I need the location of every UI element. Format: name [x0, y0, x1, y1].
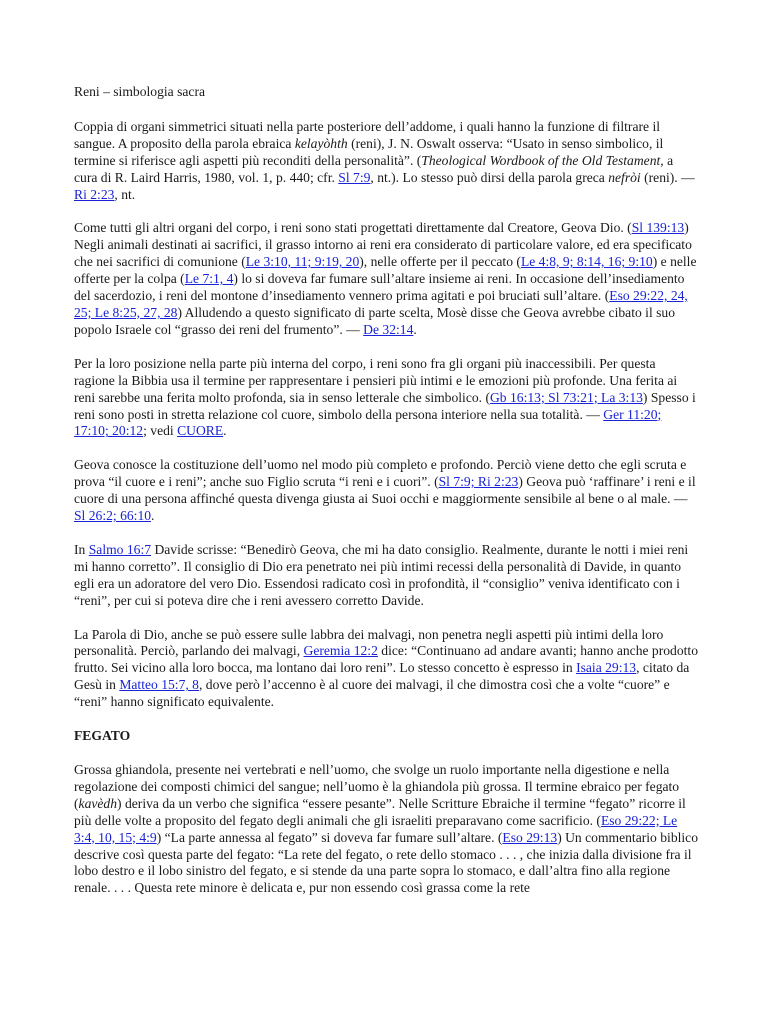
text: , nt.). Lo stesso può dirsi della parola greca: [370, 169, 609, 185]
scripture-link[interactable]: Gb 16:13; Sl 73:21; La 3:13: [489, 389, 643, 405]
text: ) e nelle offerte per la colpa (: [74, 254, 697, 287]
scripture-link[interactable]: Le 3:10, 11; 9:19, 20: [245, 254, 360, 270]
scripture-link[interactable]: Sl 26:2; 66:10: [74, 508, 152, 524]
text: Come tutti gli altri organi del corpo, i reni sono stati progettati direttamente dal Creatore, Geova Dio. (: [74, 220, 632, 236]
hebrew-term: kavèdh: [78, 795, 118, 811]
text: ) Alludendo a questo significato di parte scelta, Mosè disse che Geova avrebbe cibato il suo popolo Israele col “grasso dei reni del frumento”. —: [74, 304, 676, 337]
text: ) “La parte annessa al fegato” si doveva far fumare sull’altare. (: [156, 829, 503, 845]
scripture-link[interactable]: Ger 11:20; 17:10; 20:12: [74, 406, 662, 439]
text: Grossa ghiandola, presente nei vertebrati e nell’uomo, che svolge un ruolo importante nella digestione e nella regolazione dei composti chimici del sangue; nell’uomo è la ghiandola più grossa. Il termine ebraico per fegato (: [74, 762, 680, 811]
scripture-link[interactable]: Sl 7:9: [338, 169, 371, 185]
text: ) Geova può ‘raffinare’ i reni e il cuore di una persona affinché questa divenga giusta ai Suoi occhi e maggiormente sensibile al bene o al male. —: [74, 474, 696, 507]
hebrew-term: kelayòhth: [294, 135, 348, 151]
scripture-link[interactable]: Sl 139:13: [631, 220, 685, 236]
text: ), nelle offerte per il peccato (: [359, 254, 521, 270]
scripture-link[interactable]: Salmo 16:7: [88, 541, 152, 557]
scripture-link[interactable]: Le 4:8, 9; 8:14, 16; 9:10: [520, 254, 653, 270]
text: a cura di R. Laird Harris, 1980, vol. 1, p. 440; cfr.: [74, 152, 674, 185]
paragraph-david-psalm: [74, 542, 698, 610]
book-title: Theological Wordbook of the Old Testament,: [421, 152, 664, 168]
scripture-link[interactable]: Sl 7:9; Ri 2:23: [438, 474, 519, 490]
text: ) Spesso i reni sono posti in stretta relazione col cuore, simbolo della persona interiore nella sua totalità. —: [74, 389, 696, 422]
scripture-link[interactable]: Eso 29:13: [502, 829, 558, 845]
paragraph-liver: [74, 762, 698, 897]
cross-reference-link[interactable]: CUORE: [177, 423, 224, 439]
paragraph-wicked: [74, 627, 698, 712]
text: , nt.: [114, 186, 136, 202]
section-heading: FEGATO: [74, 728, 131, 744]
text: In: [74, 541, 89, 557]
paragraph-creation-sacrifices: [74, 220, 698, 338]
text: .: [151, 508, 155, 524]
text: La Parola di Dio, anche se può essere sulle labbra dei malvagi, non penetra negli aspetti più intimi della loro personalità. Perciò, parlando dei malvagi,: [74, 626, 664, 659]
text: ) deriva da un verbo che significa “essere pesante”. Nelle Scritture Ebraiche il termine “fegato” ricorre il più delle volte a proposito del fegato degli animali che gli israeliti preparavano come sacrificio. (: [74, 795, 686, 828]
scripture-link[interactable]: De 32:14: [363, 321, 414, 337]
text: .: [223, 423, 227, 439]
text: (reni), J. N. Oswalt osserva: “Usato in senso simbolico, il termine si riferisce agli aspetti più reconditi della personalità”. (: [74, 135, 664, 168]
text: (reni). —: [640, 169, 695, 185]
paragraph-jehovah-examines: [74, 457, 698, 525]
text: , dove però l’accenno è al cuore dei malvagi, il che dimostra così che a volte “cuore” e “reni” hanno significato equivalente.: [74, 677, 670, 710]
text: .: [413, 321, 417, 337]
text: Per la loro posizione nella parte più interna del corpo, i reni sono fra gli organi più inaccessibili. Per questa ragione la Bibbia usa il termine per rappresentare i pensieri più intimi e le emozioni più profonde. Una ferita ai reni sarebbe una ferita molto profonda, sia in senso letterale che simbolico. (: [74, 355, 678, 405]
text: Davide scrisse: “Benedirò Geova, che mi ha dato consiglio. Realmente, durante le notti i miei reni mi hanno corretto”. Il consiglio di Dio era penetrato nei più intimi recessi della personalità di Davide, in quanto egli era un adoratore del vero Dio. Essendosi radicato così in profondità, il “consiglio” veniva identificato con i “reni”, per cui si poteva dire che i reni avessero corretto Davide.: [74, 541, 689, 608]
text: Geova conosce la costituzione dell’uomo nel modo più completo e profondo. Perciò viene detto che egli scruta e prova “il cuore e i reni”; anche suo Figlio scruta “i reni e i cuori”. (: [74, 457, 687, 490]
scripture-link[interactable]: Eso 29:22; Le 3:4, 10, 15; 4:9: [74, 812, 678, 845]
scripture-link[interactable]: Le 7:1, 4: [184, 271, 234, 287]
text: Coppia di organi simmetrici situati nella parte posteriore dell’addome, i quali hanno la funzione di filtrare il sangue. A proposito della parola ebraica: [74, 118, 660, 151]
greek-term: nefròi: [608, 169, 641, 185]
scripture-link[interactable]: Ri 2:23: [74, 186, 115, 202]
text: ) Un commentario biblico descrive così questa parte del fegato: “La rete del fegato, o rete dello stomaco . . . , che inizia dalla divisione fra il lobo destro e il lobo sinistro del fegato, e si stende da una parte sopra lo stomaco, e dall’altra fino alla regione renale. . . . Questa rete minore è delicata e, pur non essendo così grassa come la rete: [74, 829, 698, 896]
scripture-link[interactable]: Isaia 29:13: [576, 660, 637, 676]
paragraph-definition: [74, 119, 698, 204]
text: ; vedi: [143, 423, 178, 439]
scripture-link[interactable]: Matteo 15:7, 8: [119, 677, 199, 693]
text: ) lo si doveva far fumare sull’altare insieme ai reni. In occasione dell’insediamento del sacerdozio, i reni del montone d’insediamento vennero prima agitati e poi bruciati sull’altare. (: [74, 271, 685, 304]
scripture-link[interactable]: Geremia 12:2: [303, 643, 378, 659]
text: ) Negli animali destinati ai sacrifici, il grasso intorno ai reni era considerato di particolare valore, ed era specificato che nei sacrifici di comunione (: [74, 220, 692, 270]
text: dice: “Continuano ad andare avanti; hanno anche prodotto frutto. Sei vicino alla loro bocca, ma lontano dai loro reni”. Lo stesso concetto è espresso in: [74, 643, 698, 676]
scripture-link[interactable]: Eso 29:22, 24, 25; Le 8:25, 27, 28: [74, 288, 688, 320]
paragraph-inner-person: [74, 356, 698, 441]
document-title: Reni – simbologia sacra: [74, 84, 205, 99]
text: , citato da Gesù in: [74, 660, 690, 693]
document-page: [74, 84, 698, 914]
